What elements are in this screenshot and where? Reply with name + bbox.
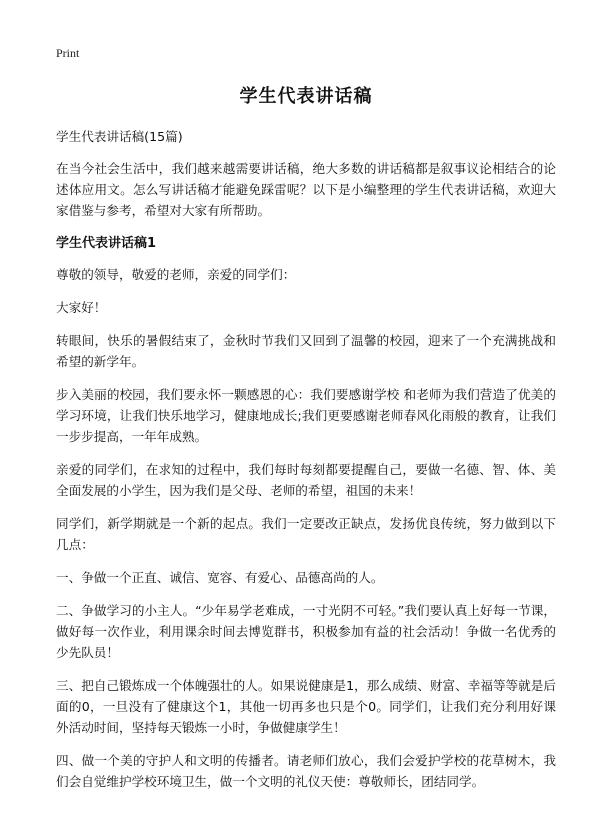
paragraph-point-one: 一、争做一个正直、诚信、宽容、有爱心、品德高尚的人。 xyxy=(56,570,384,585)
paragraph-greeting: 大家好！ xyxy=(56,300,107,315)
paragraph-new-semester: 转眼间，快乐的暑假结束了，金秋时节我们又回到了温馨的校园，迎来了一个充满挑战和希望的新学年。 xyxy=(56,333,556,369)
paragraph-point-four: 四、做一个美的守护人和文明的传播者。请老师们放心，我们会爱护学校的花草树木，我们会自觉维护学校环境卫生，做一个文明的礼仪天使：尊敬师长，团结同学。 xyxy=(56,753,556,789)
paragraph-salutation: 尊敬的领导，敬爱的老师，亲爱的同学们： xyxy=(56,267,296,282)
print-link[interactable]: Print xyxy=(56,46,80,60)
section-heading: 学生代表讲话稿1 xyxy=(56,236,157,251)
document-subtitle: 学生代表讲话稿(15篇) xyxy=(56,129,183,144)
page-title: 学生代表讲话稿 xyxy=(239,86,373,107)
paragraph-point-two: 二、争做学习的小主人。“少年易学老难成，一寸光阴不可轻。”我们要认真上好每一节课，做好每一次作业，利用课余时间去博览群书，积极参加有益的社会活动！争做一名优秀的少先队员！ xyxy=(56,603,556,660)
paragraph-new-start: 同学们，新学期就是一个新的起点。我们一定要改正缺点，发扬优良传统，努力做到以下几点： xyxy=(56,516,556,552)
paragraph-gratitude: 步入美丽的校园，我们要永怀一颗感恩的心：我们要感谢学校 和老师为我们营造了优美的学习环境，让我们快乐地学习，健康地成长;我们更要感谢老师春风化雨般的教育，让我们一步步提高，一年年成熟。 xyxy=(56,387,556,444)
paragraph-reminder: 亲爱的同学们，在求知的过程中，我们每时每刻都要提醒自己，要做一名德、智、体、美 全面发展的小学生，因为我们是父母、老师的希望，祖国的未来！ xyxy=(56,462,556,498)
document-body xyxy=(56,82,556,804)
paragraph-point-three: 三、把自己锻炼成一个体魄强壮的人。如果说健康是1，那么成绩、财富、幸福等等就是后面的0，一旦没有了健康这个1，其他一切再多也只是个0。同学们，让我们充分利用好课外活动时间，坚持每天锻炼一小时，争做健康学生！ xyxy=(56,678,556,735)
intro-paragraph: 在当今社会生活中，我们越来越需要讲话稿，绝大多数的讲话稿都是叙事议论相结合的论述体应用文。怎么写讲话稿才能避免踩雷呢？以下是小编整理的学生代表讲话稿，欢迎大家借鉴与参考，希望对大家有所帮助。 xyxy=(56,161,556,218)
